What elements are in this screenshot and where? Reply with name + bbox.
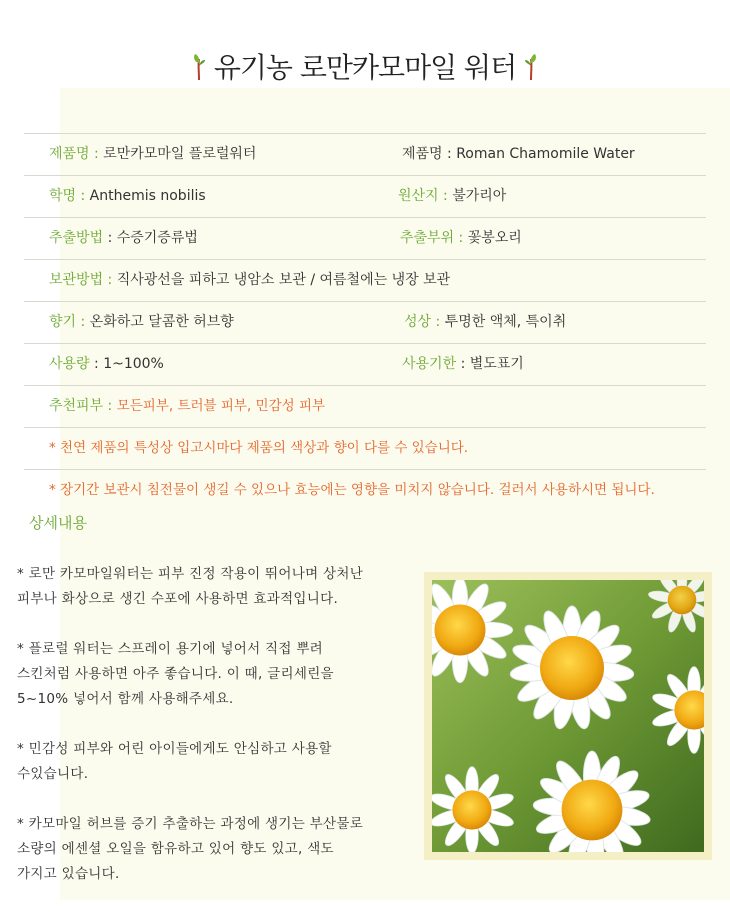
page-title bbox=[0, 46, 730, 86]
description-text bbox=[17, 562, 417, 912]
spec-label: 추천피부 : bbox=[49, 398, 113, 414]
spec-row-usage bbox=[24, 343, 706, 385]
spec-value: Anthemis nobilis bbox=[89, 188, 206, 204]
spec-row-storage bbox=[24, 259, 706, 301]
spec-label: 사용기한 bbox=[402, 356, 457, 372]
spec-label: 추출방법 bbox=[49, 230, 104, 246]
spec-row-product-name bbox=[24, 133, 706, 175]
spec-row-scent bbox=[24, 301, 706, 343]
spec-label: 보관방법 : bbox=[49, 272, 113, 288]
note-text: * 장기간 보관시 침전물이 생길 수 있으나 효능에는 영향을 미치지 않습니다. 걸러서 사용하시면 됩니다. bbox=[49, 482, 655, 498]
spec-label: 사용량 bbox=[49, 356, 90, 372]
spec-value: 투명한 액체, 특이취 bbox=[444, 314, 567, 330]
spec-value: 불가리아 bbox=[452, 188, 507, 204]
spec-value: 온화하고 달콤한 허브향 bbox=[89, 314, 234, 330]
spec-label: 성상 : bbox=[404, 314, 441, 330]
section-title-details: 상세내용 bbox=[29, 514, 87, 532]
spec-value: : 1~100% bbox=[94, 356, 164, 372]
spec-label: 추출부위 : bbox=[400, 230, 464, 246]
description-paragraph: * 민감성 피부와 어린 아이들에게도 안심하고 사용할 수있습니다. bbox=[17, 741, 332, 782]
note-row bbox=[24, 427, 706, 469]
sprout-icon bbox=[524, 51, 538, 81]
sprout-icon bbox=[192, 51, 206, 81]
spec-row-scientific-name bbox=[24, 175, 706, 217]
spec-value: 꽃봉오리 bbox=[467, 230, 522, 246]
description-paragraph: * 카모마일 허브를 증기 추출하는 과정에 생기는 부산물로 소량의 에센셜 오일을 함유하고 있어 향도 있고, 색도 가지고 있습니다. bbox=[17, 816, 364, 882]
spec-label: 향기 : bbox=[49, 314, 86, 330]
spec-row-extraction bbox=[24, 217, 706, 259]
spec-value: 직사광선을 피하고 냉암소 보관 / 여름철에는 냉장 보관 bbox=[116, 272, 451, 288]
description-paragraph: * 로만 카모마일워터는 피부 진정 작용이 뛰어나며 상처난 피부나 화상으로 생긴 수포에 사용하면 효과적입니다. bbox=[17, 566, 364, 607]
description-paragraph: * 플로럴 워터는 스프레이 용기에 넣어서 직접 뿌려 스킨처럼 사용하면 아주 좋습니다. 이 때, 글리세린을 5~10% 넣어서 함께 사용해주세요. bbox=[17, 641, 334, 707]
spec-label: 학명 : bbox=[49, 188, 86, 204]
note-text: * 천연 제품의 특성상 입고시마다 제품의 색상과 향이 다를 수 있습니다. bbox=[49, 440, 469, 456]
spec-label: 원산지 : bbox=[398, 188, 448, 204]
product-photo-frame bbox=[424, 572, 712, 860]
spec-value: 모든피부, 트러블 피부, 민감성 피부 bbox=[116, 398, 326, 414]
spec-row-skin-type bbox=[24, 385, 706, 427]
note-row bbox=[24, 469, 706, 511]
product-spec-table bbox=[24, 133, 706, 511]
spec-label: 제품명 : bbox=[49, 146, 99, 162]
page-title-text: 유기농 로만카모마일 워터 bbox=[213, 51, 517, 84]
spec-value: : 별도표기 bbox=[460, 356, 524, 372]
spec-value: 로만카모마일 플로럴워터 bbox=[103, 146, 257, 162]
chamomile-flowers-photo bbox=[432, 580, 704, 852]
spec-value: 제품명 : Roman Chamomile Water bbox=[402, 146, 635, 162]
spec-value: : 수증기증류법 bbox=[107, 230, 198, 246]
